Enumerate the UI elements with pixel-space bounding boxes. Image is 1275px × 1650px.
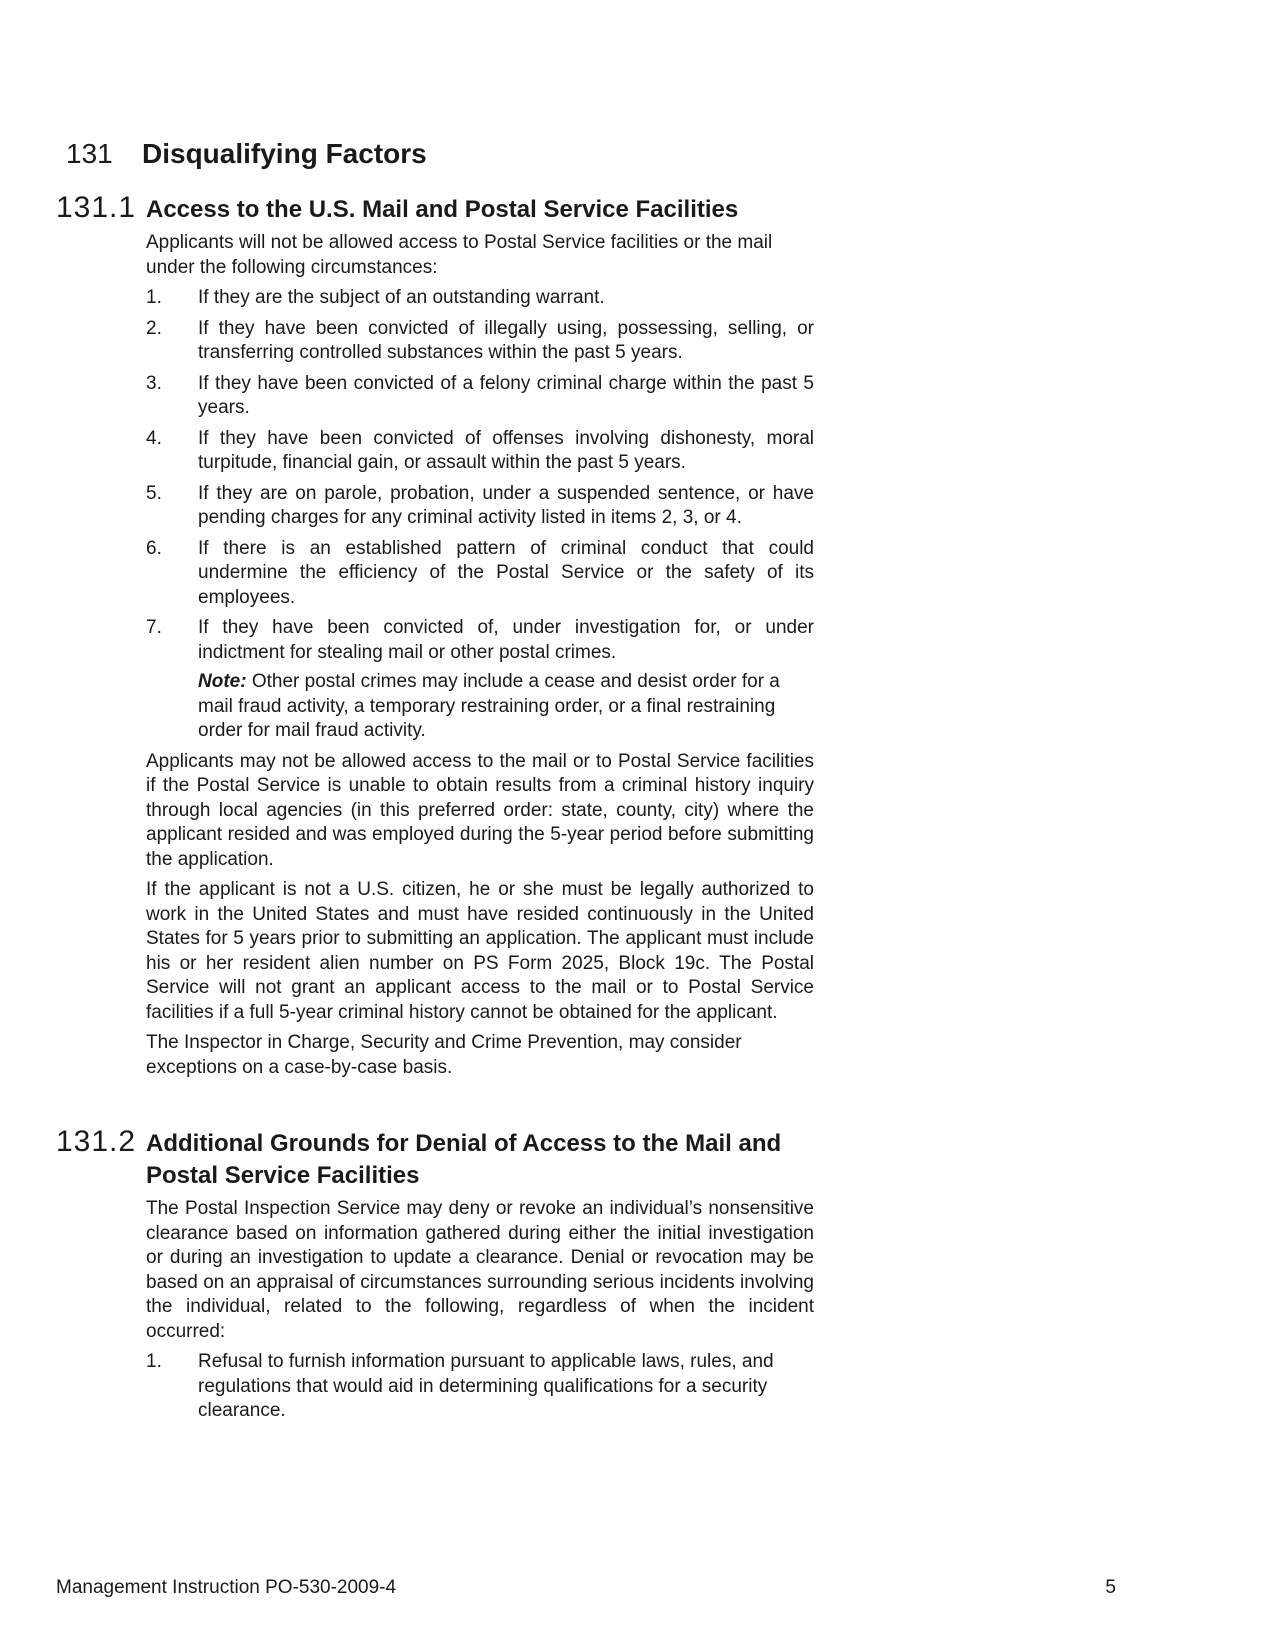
- note-text: Other postal crimes may include a cease and desist order for a mail fraud activity, a temporary restraining order, or a final restraining order for mail fraud activity.: [198, 671, 780, 741]
- section-title: Additional Grounds for Denial of Access to the Mail and Postal Service Facilities: [146, 1130, 782, 1189]
- list-marker: 2.: [146, 317, 162, 339]
- list-item-text: If they are on parole, probation, under a suspended sentence, or have pending charges for any criminal activity listed in items 2, 3, or 4.: [198, 482, 814, 528]
- section-heading: [56, 191, 816, 226]
- list-item: [146, 1350, 814, 1424]
- section-number: 131.2: [56, 1125, 137, 1158]
- body-paragraph: Applicants may not be allowed access to the mail or to Postal Service facilities if the Postal Service is unable to obtain results from a criminal history inquiry through local agencies (in this preferred order: state, county, city) where the applicant resided and was employed during the 5-year period before submitting the application.: [146, 750, 814, 870]
- section-body: [146, 231, 814, 1080]
- circumstances-list: [146, 286, 814, 744]
- section-131-2: [56, 1125, 816, 1430]
- list-item-text: If they are the subject of an outstanding warrant.: [198, 287, 605, 308]
- list-item: [146, 537, 814, 611]
- section-title: Access to the U.S. Mail and Postal Service Facilities: [146, 196, 739, 223]
- section-heading: [56, 1125, 816, 1192]
- chapter-number: 131: [66, 138, 113, 169]
- note: [198, 670, 814, 744]
- list-marker: 1.: [146, 1351, 162, 1372]
- list-marker: 5.: [146, 482, 162, 504]
- section-body: [146, 1197, 814, 1424]
- list-item: [146, 616, 814, 744]
- footer-document-id: Management Instruction PO-530-2009-4: [56, 1577, 397, 1598]
- list-item-text: Refusal to furnish information pursuant to applicable laws, rules, and regulations that would aid in determining qualifications for a security clearance.: [198, 1351, 774, 1421]
- list-item: [146, 482, 814, 531]
- grounds-list: [146, 1350, 814, 1424]
- list-marker: 1.: [146, 287, 162, 308]
- list-marker: 7.: [146, 617, 162, 638]
- section-131-1: [56, 191, 816, 1086]
- page-number: 5: [1105, 1577, 1116, 1598]
- list-item-text: If they have been convicted of illegally using, possessing, selling, or transferring controlled substances within the past 5 years.: [198, 317, 814, 363]
- intro-paragraph: Applicants will not be allowed access to Postal Service facilities or the mail under the following circumstances:: [146, 232, 773, 278]
- body-paragraph: The Inspector in Charge, Security and Crime Prevention, may consider exceptions on a case-by-case basis.: [146, 1032, 742, 1078]
- list-marker: 3.: [146, 372, 162, 394]
- chapter-title: Disqualifying Factors: [142, 138, 427, 169]
- note-label: Note:: [198, 671, 247, 692]
- list-marker: 4.: [146, 427, 162, 449]
- list-item: [146, 286, 814, 311]
- list-item-text: If there is an established pattern of criminal conduct that could undermine the efficiency of the Postal Service or the safety of its employees.: [198, 537, 814, 608]
- list-item: [146, 372, 814, 421]
- list-marker: 6.: [146, 537, 162, 559]
- list-item-text: If they have been convicted of a felony criminal charge within the past 5 years.: [198, 372, 814, 418]
- list-item-text: If they have been convicted of offenses involving dishonesty, moral turpitude, financial gain, or assault within the past 5 years.: [198, 427, 814, 473]
- body-paragraph: If the applicant is not a U.S. citizen, he or she must be legally authorized to work in the United States and must have resided continuously in the United States for 5 years prior to submitting an application. The applicant must include his or her resident alien number on PS Form 2025, Block 19c. The Postal Service will not grant an applicant access to the mail or to Postal Service facilities if a full 5-year criminal history cannot be obtained for the applicant.: [146, 879, 814, 1023]
- list-item-text: If they have been convicted of, under investigation for, or under indictment for stealing mail or other postal crimes.: [198, 617, 814, 663]
- chapter-heading: [66, 136, 427, 172]
- section-number: 131.1: [56, 191, 137, 224]
- list-item: [146, 427, 814, 476]
- list-item: [146, 317, 814, 366]
- intro-paragraph: The Postal Inspection Service may deny or revoke an individual’s nonsensitive clearance based on information gathered during either the initial investigation or during an investigation to update a clearance. Denial or revocation may be based on an appraisal of circumstances surrounding serious incidents involving the individual, related to the following, regardless of when the incident occurred:: [146, 1198, 814, 1342]
